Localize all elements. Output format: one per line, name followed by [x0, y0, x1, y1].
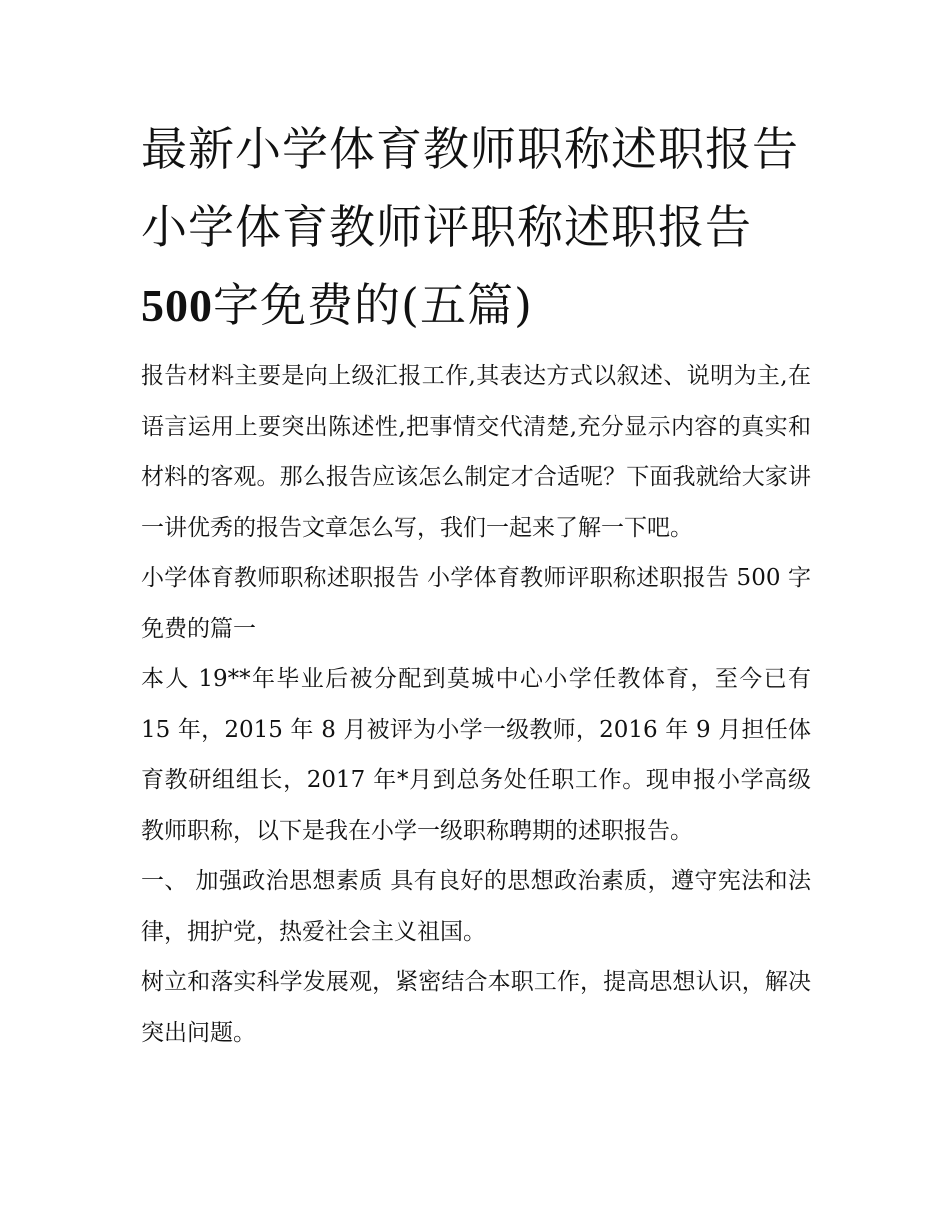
title-text-part1: 最新小学体育教师职称述职报告 小学体育教师评职称述职报告	[141, 122, 799, 254]
document-content	[141, 110, 811, 1058]
body-paragraph: 树立和落实科学发展观，紧密结合本职工作，提高思想认识，解决突出问题。	[141, 969, 811, 1046]
document-title	[141, 110, 811, 345]
body-paragraph: 本人 19**年毕业后被分配到莫城中心小学任教体育，至今已有 15 年，2015 年 8 月被评为小学一级教师，2016 年 9 月担任体育教研组组长，2017 年*月到总务处任职工作。现申报小学高级教师职称，以下是我在小学一级职称聘期的述职报告。	[141, 666, 811, 844]
section-heading: 小学体育教师职称述职报告 小学体育教师评职称述职报告 500 字免费的篇一	[141, 565, 811, 642]
title-text-part2: 字免费的(五篇)	[213, 278, 533, 332]
intro-paragraph: 报告材料主要是向上级汇报工作,其表达方式以叙述、说明为主,在语言运用上要突出陈述性,把事情交代清楚,充分显示内容的真实和材料的客观。那么报告应该怎么制定才合适呢？下面我就给大家讲一讲优秀的报告文章怎么写，我们一起来了解一下吧。	[141, 363, 811, 541]
title-number: 500	[141, 280, 213, 331]
body-paragraph: 一、 加强政治思想素质 具有良好的思想政治素质，遵守宪法和法律，拥护党，热爱社会主义祖国。	[141, 868, 811, 945]
